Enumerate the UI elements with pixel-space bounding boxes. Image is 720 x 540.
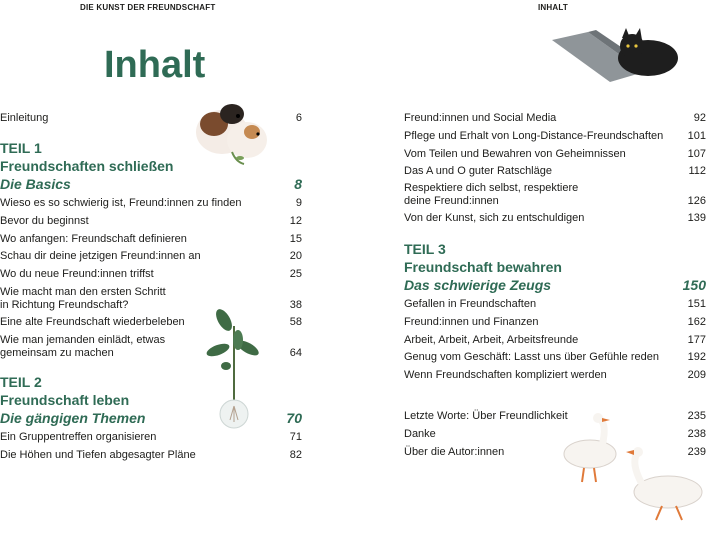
toc-entry-title: Das A und O guter Ratschläge	[404, 165, 552, 177]
toc-entry-title: Vom Teilen und Bewahren von Geheimnissen	[404, 148, 626, 160]
toc-entry-page: 107	[687, 148, 706, 160]
running-header-right: INHALT	[538, 3, 568, 12]
part2-label: TEIL 2	[0, 374, 42, 390]
toc-entry-title: Freund:innen und Social Media	[404, 112, 557, 124]
toc-entry-title: Letzte Worte: Über Freundlichkeit	[404, 410, 568, 422]
part1-heading: Freundschaften schließen	[0, 158, 174, 174]
toc-entry-title: Bevor du beginnst	[0, 215, 89, 227]
toc-entry-page: 112	[688, 165, 706, 177]
toc-entry-page: 64	[289, 347, 302, 359]
toc-entry-page: 177	[687, 334, 706, 346]
part2-sub[interactable]: Die gängigen Themen 70	[0, 410, 302, 426]
toc-entry-page: 238	[687, 428, 706, 440]
toc-entry-title: Ein Gruppentreffen organisieren	[0, 431, 157, 443]
part2-heading: Freundschaft leben	[0, 392, 130, 408]
toc-entry-page: 92	[693, 112, 706, 124]
toc-entry-title: Die Höhen und Tiefen abgesagter Pläne	[0, 449, 196, 461]
running-header-left: DIE KUNST DER FREUNDSCHAFT	[80, 3, 216, 12]
toc-entry-page: 82	[289, 449, 302, 461]
part3-heading: Freundschaft bewahren	[404, 259, 562, 275]
toc-entry-page: 239	[687, 446, 706, 458]
toc-entry-page: 235	[687, 410, 706, 422]
toc-entry-page: 101	[687, 130, 706, 142]
toc-entry-page: 209	[687, 369, 706, 381]
toc-entry-page: 151	[687, 298, 706, 310]
part3-label: TEIL 3	[404, 241, 446, 257]
toc-entry-page: 58	[289, 316, 302, 328]
cat-on-laptop-illustration	[548, 28, 684, 88]
toc-entry-title: Von der Kunst, sich zu entschuldigen	[404, 212, 585, 224]
toc-entry-page: 192	[687, 351, 706, 363]
toc-entry-title: Respektiere dich selbst, respektiere deine Freund:innen	[404, 182, 579, 207]
toc-entry-title: Arbeit, Arbeit, Arbeit, Arbeitsfreunde	[404, 334, 579, 346]
toc-entry-title: Schau dir deine jetzigen Freund:innen an	[0, 250, 201, 262]
toc-entry-title: Gefallen in Freundschaften	[404, 298, 537, 310]
part3-sub[interactable]: Das schwierige Zeugs 150	[404, 277, 706, 293]
toc-entry-title: Eine alte Freundschaft wiederbeleben	[0, 316, 185, 328]
toc-entry-page: 71	[289, 431, 302, 443]
toc-entry-title: Wo anfangen: Freundschaft definieren	[0, 233, 187, 245]
toc-entry-title: Danke	[404, 428, 436, 440]
toc-entry-page: 38	[289, 299, 302, 311]
toc-entry-title: Wieso es so schwierig ist, Freund:innen zu finden	[0, 197, 242, 209]
toc-entry-page: 162	[687, 316, 706, 328]
toc-entry-title: Pflege und Erhalt von Long-Distance-Freundschaften	[404, 130, 664, 142]
toc-entry-page: 25	[289, 268, 302, 280]
toc-entry-title: Wenn Freundschaften kompliziert werden	[404, 369, 607, 381]
toc-entry-page: 9	[295, 197, 302, 209]
page-title: Inhalt	[104, 44, 206, 86]
part1-sub[interactable]: Die Basics 8	[0, 176, 302, 192]
toc-entry-page: 139	[687, 212, 706, 224]
toc-entry-page: 15	[289, 233, 302, 245]
toc-entry-page: 20	[289, 250, 302, 262]
toc-entry-page: 126	[687, 195, 706, 207]
toc-entry-title: Wo du neue Freund:innen triffst	[0, 268, 154, 280]
part1-label: TEIL 1	[0, 140, 42, 156]
toc-entry-page: 12	[289, 215, 302, 227]
toc-entry-title: Genug vom Geschäft: Lasst uns über Gefühle reden	[404, 351, 659, 363]
toc-entry-title: Wie man jemanden einlädt, etwas gemeinsam zu machen	[0, 334, 166, 359]
toc-entry-title: Wie macht man den ersten Schritt in Richtung Freundschaft?	[0, 286, 166, 311]
toc-entry-title: Über die Autor:innen	[404, 446, 505, 458]
toc-entry-title: Freund:innen und Finanzen	[404, 316, 539, 328]
